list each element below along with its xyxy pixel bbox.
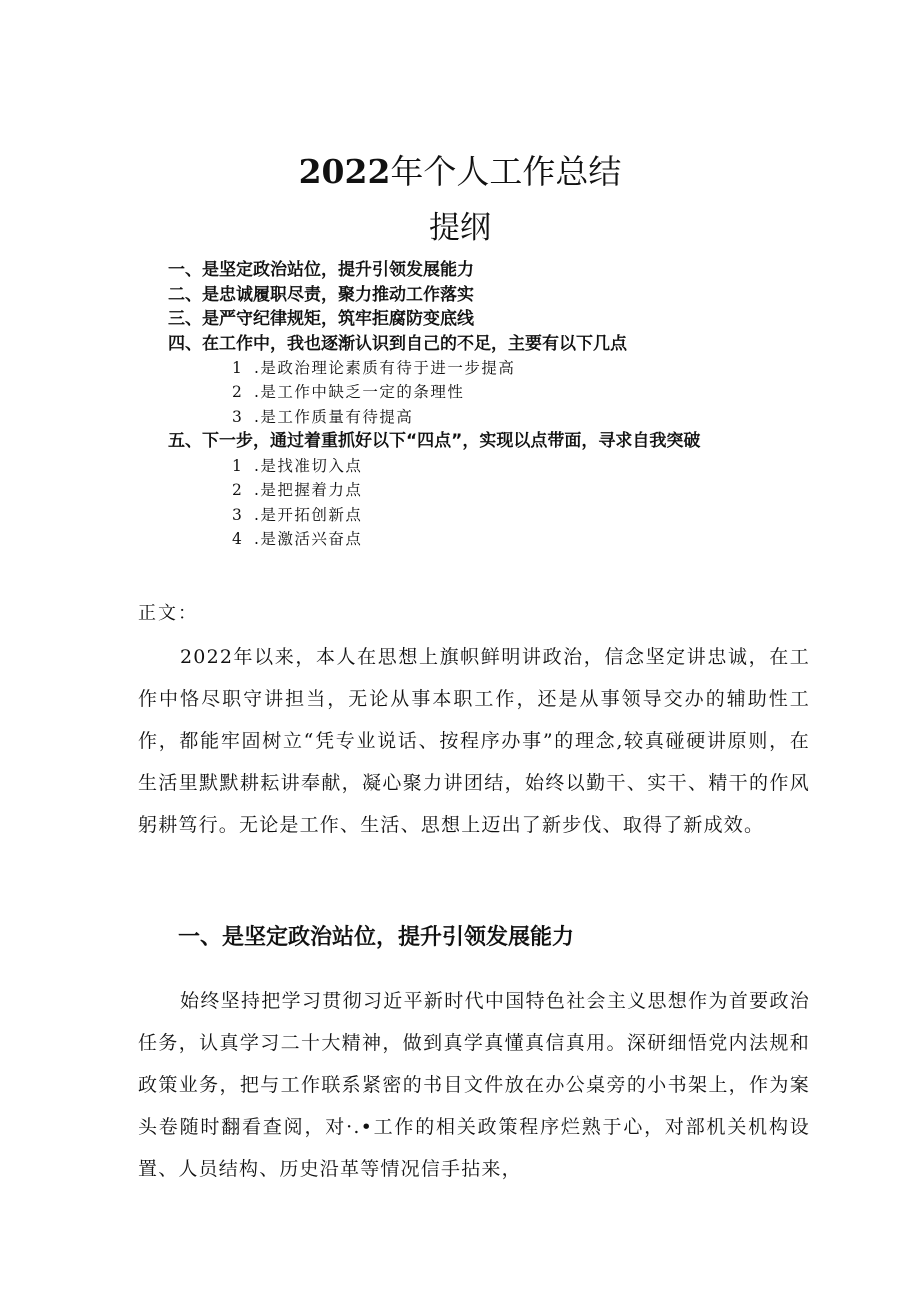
outline-subitem [168, 503, 888, 527]
outline-subitem-number: 1 [232, 456, 244, 475]
outline-sublist [168, 356, 888, 429]
title-year: 2022 [298, 152, 391, 191]
outline-subitem-text: .是激活兴奋点 [254, 529, 363, 548]
outline-subitem-text: .是找准切入点 [254, 456, 363, 475]
document-subtitle: 提纲 [429, 210, 491, 246]
outline-subitem [168, 356, 888, 380]
outline-item [168, 258, 888, 283]
body-paragraph-intro: 2022年以来，本人在思想上旗帜鲜明讲政治，信念坚定讲忠诚，在工作中恪尽职守讲担当，无论从事本职工作，还是从事领导交办的辅助性工作，都能牢固树立“凭专业说话、按程序办事”的理念,较真碰硬讲原则，在生活里默默耕耘讲奉献，凝心聚力讲团结，始终以勤干、实干、精干的作风躬耕笃行。无论是工作、生活、思想上迈出了新步伐、取得了新成效。 [138, 646, 810, 836]
title-text: 年个人工作总结 [390, 152, 622, 191]
outline-subitem [168, 454, 888, 478]
outline-subitem-text: .是工作质量有待提高 [254, 407, 414, 426]
outline-item [168, 307, 888, 332]
outline-list [168, 258, 888, 551]
outline-subitem-text: .是把握着力点 [254, 481, 363, 500]
section-heading-1: 一、是坚定政治站位，提升引领发展能力 [178, 925, 575, 950]
outline-subitem-number: 3 [232, 505, 244, 524]
outline-subitem-number: 2 [232, 383, 244, 402]
outline-item-text: 二、是忠诚履职尽责，聚力推动工作落实 [168, 284, 474, 305]
outline-item-text: 三、是严守纪律规矩，筑牢拒腐防变底线 [168, 309, 474, 329]
outline-item-text: 一、是坚定政治站位，提升引领发展能力 [168, 260, 474, 280]
outline-subitem-number: 2 [232, 481, 244, 500]
body-paragraph-section1: 始终坚持把学习贯彻习近平新时代中国特色社会主义思想作为首要政治任务，认真学习二十大精神，做到真学真懂真信真用。深研细悟党内法规和政策业务，把与工作联系紧密的书目文件放在办公桌旁的小书架上，作为案头卷随时翻看查阅，对·.•工作的相关政策程序烂熟于心，对部机关机构设置、人员结构、历史沿革等情况信手拈来， [138, 990, 810, 1180]
body-label: 正文： [138, 603, 198, 624]
outline-subitem [168, 478, 888, 502]
outline-subitem-text: .是开拓创新点 [254, 505, 363, 524]
outline-sublist [168, 454, 888, 552]
outline-item-text: 五、下一步，通过着重抓好以下“四点”，实现以点带面，寻求自我突破 [168, 431, 701, 452]
outline-subitem-text: .是工作中缺乏一定的条理性 [254, 383, 465, 402]
outline-subitem [168, 380, 888, 404]
document-title [0, 148, 920, 196]
outline-item [168, 332, 888, 430]
outline-subitem-text: .是政治理论素质有待于进一步提高 [254, 359, 516, 377]
outline-subitem-number: 3 [232, 407, 244, 426]
outline-subitem-number: 1 [232, 359, 244, 377]
outline-item-text: 四、在工作中，我也逐渐认识到自己的不足，主要有以下几点 [168, 333, 627, 354]
outline-subitem [168, 405, 888, 429]
outline-item [168, 283, 888, 308]
outline-item [168, 429, 888, 551]
outline-subitem [168, 527, 888, 551]
outline-subitem-number: 4 [232, 529, 244, 548]
